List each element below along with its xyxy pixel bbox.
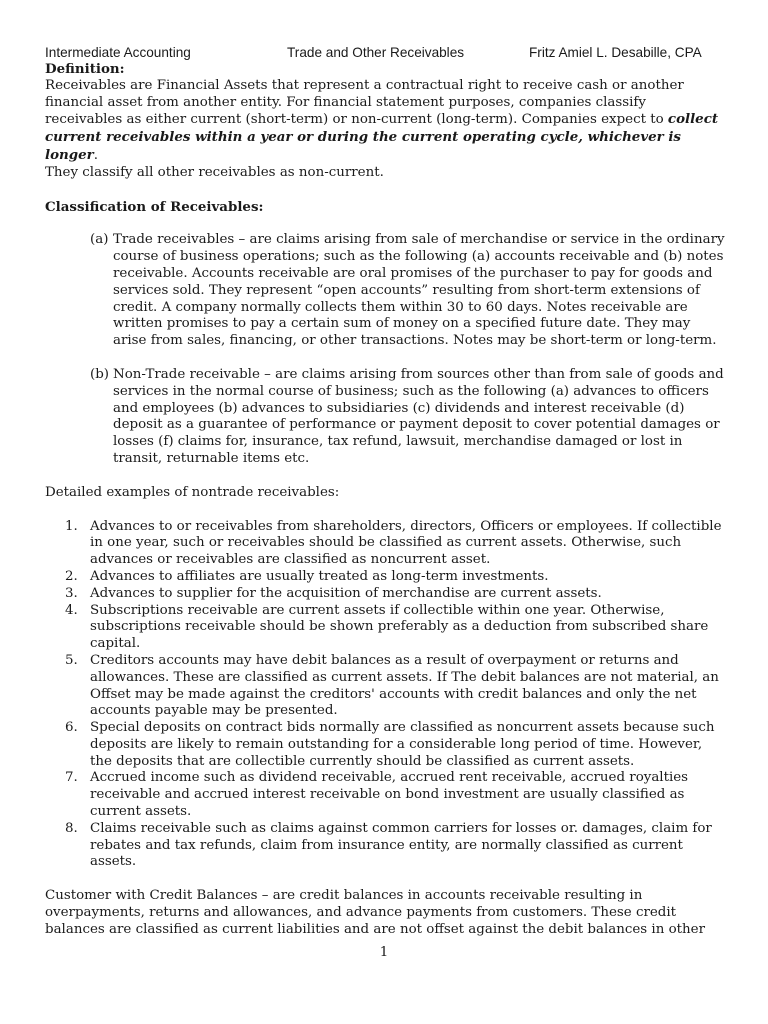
examples-list-item <box>45 603 725 653</box>
list-item-text: Claims receivable such as claims against common carriers for losses or. damages, claim for rebates and tax refunds, claim from insurance entity, are normally classified as current assets. <box>90 820 712 870</box>
header-author: Fritz Amiel L. Desabille, CPA <box>529 45 702 60</box>
header-course: Intermediate Accounting <box>45 45 191 60</box>
list-item-number: 7. <box>65 770 78 786</box>
credit-balances-paragraph: Customer with Credit Balances – are credit balances in accounts receivable resulting in overpayments, returns and allowances, and advance payments from customers. These credit balances are classified as current liabilities and are not offset against the debit balances in other <box>45 888 705 937</box>
classification-item-trade <box>90 232 725 350</box>
page-header <box>45 44 725 61</box>
examples-list-item <box>45 653 725 720</box>
examples-list-item <box>45 569 725 586</box>
definition-period: . <box>93 147 98 163</box>
classification-item-label: (b) <box>90 366 110 382</box>
examples-list-item <box>45 821 725 871</box>
list-item-text: Advances to affiliates are usually treated as long-term investments. <box>90 568 549 584</box>
list-item-text: Special deposits on contract bids normally are classified as noncurrent assets because such deposits are likely to remain outstanding for a considerable long period of time. However, the deposits that are collectible currently should be classified as current assets. <box>90 720 715 769</box>
definition-text: Receivables are Financial Assets that represent a contractual right to receive cash or another financial asset from another entity. For financial statement purposes, companies classify receivables as either current (short-term) or non-current (long-term). Companies expect to <box>45 77 684 128</box>
definition-noncurrent-line: They classify all other receivables as non-current. <box>45 164 384 180</box>
examples-list <box>45 519 725 872</box>
header-topic: Trade and Other Receivables <box>287 45 465 60</box>
list-item-text: Accrued income such as dividend receivable, accrued rent receivable, accrued royalties receivable and accrued interest receivable on bond investment are usually classified as current assets. <box>90 770 689 820</box>
list-item-number: 1. <box>65 518 78 534</box>
definition-heading: Definition: <box>45 61 125 77</box>
page-number: 1 <box>379 945 389 960</box>
classification-heading: Classification of Receivables: <box>45 198 264 215</box>
examples-list-item <box>45 770 725 820</box>
document-page <box>45 44 725 939</box>
examples-intro: Detailed examples of nontrade receivables: <box>45 484 340 500</box>
examples-list-item <box>45 720 725 770</box>
list-item-number: 5. <box>65 652 78 668</box>
list-item-number: 3. <box>65 585 78 601</box>
list-item-text: Advances to or receivables from shareholders, directors, Officers or employees. If collectible in one year, such or receivables should be classified as current assets. Otherwise, such advances or receivables are classified as noncurrent asset. <box>90 518 722 568</box>
definition-paragraph <box>45 78 725 165</box>
classification-item-text: Trade receivables – are claims arising from sale of merchandise or service in the ordinary course of business operations; such as the following (a) accounts receivable and (b) notes receivable. Accounts receivable are oral promises of the purchaser to pay for goods and services sold. They represent “open accounts” resulting from short-term extensions of credit. A company normally collects them within 30 to 60 days. Notes receivable are written promises to pay a certain sum of money on a specified future date. They may arise from sales, financing, or other transactions. Notes may be short-term or long-term. <box>113 232 725 349</box>
list-item-text: Subscriptions receivable are current assets if collectible within one year. Otherwise, subscriptions receivable should be shown preferably as a deduction from subscribed share capital. <box>90 602 709 652</box>
examples-list-item <box>45 586 725 603</box>
classification-item-text: Non-Trade receivable – are claims arising from sources other than from sale of goods and services in the normal course of business; such as the following (a) advances to officers and employees (b) advances to subsidiaries (c) dividends and interest receivable (d) deposit as a guarantee of performance or payment deposit to cover potential damages or losses (f) claims for, insurance, tax refund, lawsuit, merchandise damaged or lost in transit, returnable items etc. <box>113 366 724 466</box>
list-item-text: Advances to supplier for the acquisition of merchandise are current assets. <box>90 585 602 601</box>
list-item-number: 4. <box>65 602 78 618</box>
list-item-number: 8. <box>65 820 78 836</box>
list-item-text: Creditors accounts may have debit balances as a result of overpayment or returns and allowances. These are classified as current assets. If The debit balances are not material, an Offset may be made against the creditors' accounts with credit balances and only the net accounts payable may be presented. <box>90 652 719 719</box>
definition-emphasis: collect current receivables within a year or during the current operating cycle, whichever is longer <box>45 111 719 163</box>
list-item-number: 2. <box>65 568 78 584</box>
examples-list-item <box>45 519 725 569</box>
classification-item-nontrade <box>90 366 725 468</box>
list-item-number: 6. <box>65 720 78 736</box>
classification-item-label: (a) <box>90 232 109 248</box>
